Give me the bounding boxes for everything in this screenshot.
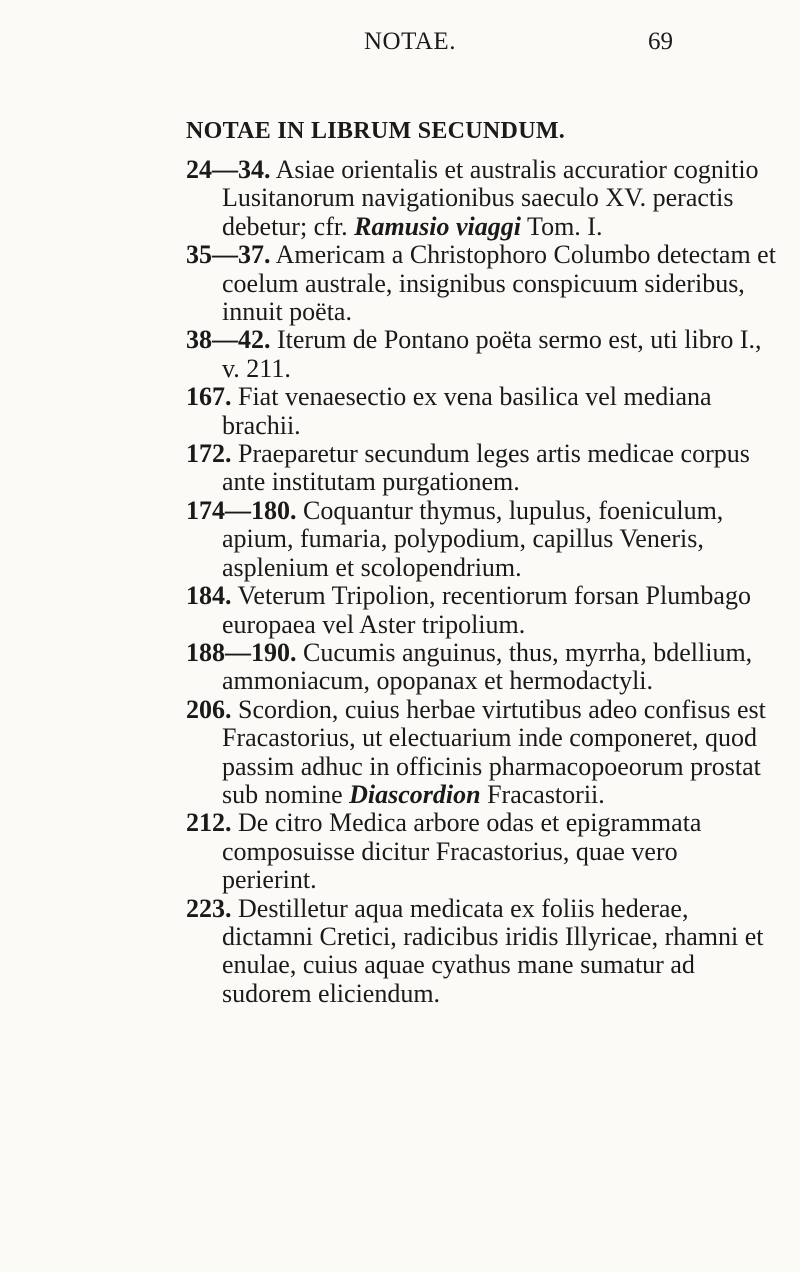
note-text: Iterum de Pontano poëta sermo est, uti libro I., v. 211.	[222, 325, 762, 383]
notes-list	[186, 156, 776, 1008]
note-item	[186, 809, 776, 894]
note-item	[186, 241, 776, 326]
note-number: 223.	[186, 893, 232, 923]
note-number: 24—34.	[186, 155, 271, 184]
page-number: 69	[648, 28, 673, 55]
note-text: Veterum Tripolion, recentiorum forsan Plumbago europaea vel Aster tripolium.	[222, 581, 751, 639]
note-italic-ref: Ramusio viaggi	[354, 211, 521, 241]
note-item	[186, 497, 776, 582]
note-number: 188—190.	[186, 637, 297, 667]
note-item	[186, 895, 776, 1009]
note-text: Asiae orientalis et australis accuratior cognitio Lusitanorum navigationibus saeculo XV. peractis debetur; cfr.	[222, 155, 759, 241]
note-italic-ref: Diascordion	[349, 779, 481, 809]
note-item	[186, 440, 776, 497]
note-text: Cucumis anguinus, thus, myrrha, bdellium, ammoniacum, opopanax et hermodactyli.	[222, 637, 753, 696]
note-text: Destilletur aqua medicata ex foliis hederae, dictamni Cretici, radicibus iridis Illyricae, rhamni et enulae, cuius aquae cyathus mane sumatur ad sudorem eliciendum.	[222, 893, 764, 1008]
note-item	[186, 639, 776, 696]
running-title: NOTAE.	[364, 28, 456, 55]
note-text: Coquantur thymus, lupulus, foeniculum, apium, fumaria, polypodium, capillus Veneris, asplenium et scolopendrium.	[222, 495, 724, 582]
note-item	[186, 156, 776, 241]
running-head	[0, 28, 800, 68]
note-item	[186, 383, 776, 440]
note-number: 212.	[186, 808, 232, 838]
note-text-tail: Fracastorii.	[480, 779, 605, 809]
note-item	[186, 582, 776, 639]
section-title: NOTAE IN LIBRUM SECUNDUM.	[186, 118, 566, 144]
note-number: 174—180.	[186, 495, 297, 525]
note-text-tail: Tom. I.	[520, 211, 603, 241]
note-number: 38—42.	[186, 325, 271, 355]
note-item	[186, 696, 776, 810]
note-number: 184.	[186, 581, 232, 611]
note-text: De citro Medica arbore odas et epigrammata composuisse dicitur Fracastorius, quae vero perierint.	[222, 808, 702, 895]
note-text: Scordion, cuius herbae virtutibus adeo confisus est Fracastorius, ut electuarium inde componeret, quod passim adhuc in officinis pharmacopoeorum prostat sub nomine	[222, 694, 766, 809]
note-text: Praeparetur secundum leges artis medicae corpus ante institutam purgationem.	[222, 439, 750, 497]
note-text: Fiat venaesectio ex vena basilica vel mediana brachii.	[222, 382, 712, 440]
note-number: 167.	[186, 382, 232, 412]
note-number: 172.	[186, 439, 232, 469]
note-number: 35—37.	[186, 240, 271, 270]
note-number: 206.	[186, 694, 232, 724]
note-item	[186, 326, 776, 383]
note-text: Americam a Christophoro Columbo detectam et coelum australe, insignibus conspicuum sideribus, innuit poëta.	[222, 240, 776, 327]
